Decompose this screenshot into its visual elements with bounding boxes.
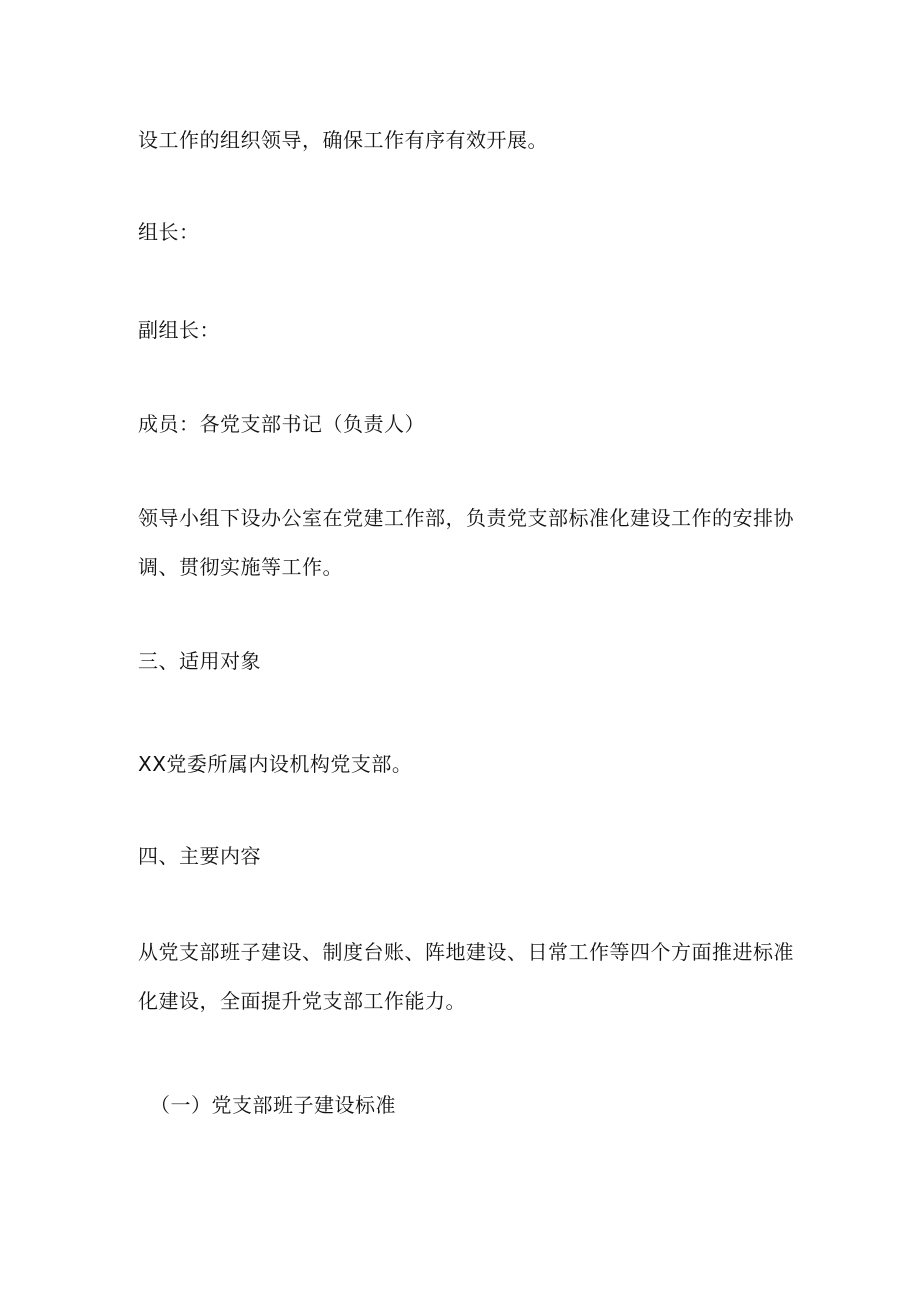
paragraph-scope: XX党委所属内设机构党支部。	[138, 752, 413, 776]
paragraph-main-line-1: 从党支部班子建设、制度台账、阵地建设、日常工作等四个方面推进标准	[138, 940, 794, 964]
paragraph-office-line-2: 调、贯彻实施等工作。	[138, 555, 343, 579]
paragraph-line-continuation: 设工作的组织领导，确保工作有序有效开展。	[138, 128, 548, 152]
label-members: 成员：各党支部书记（负责人）	[138, 412, 425, 436]
label-group-leader: 组长：	[138, 220, 200, 244]
paragraph-main-line-2: 化建设，全面提升党支部工作能力。	[138, 989, 466, 1013]
section-heading-main-content: 四、主要内容	[138, 844, 261, 868]
section-heading-scope: 三、适用对象	[138, 649, 261, 673]
paragraph-office-line-1: 领导小组下设办公室在党建工作部，负责党支部标准化建设工作的安排协	[138, 506, 794, 530]
label-deputy-group-leader: 副组长：	[138, 318, 220, 342]
subsection-heading-team-building: （一）党支部班子建设标准	[150, 1093, 396, 1117]
